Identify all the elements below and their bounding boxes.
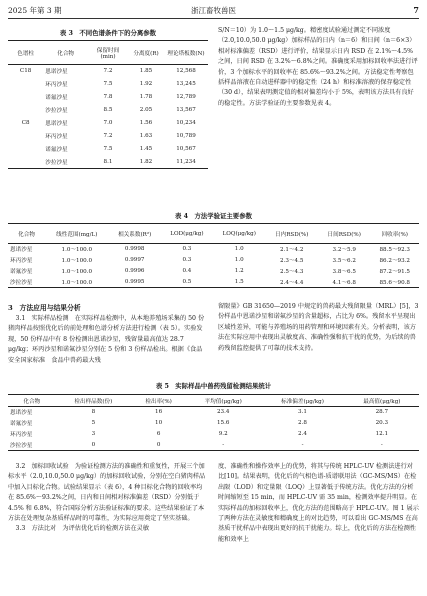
paragraph-method-validation: S/N＝10）为 1.0～1.5 μg/kg。精密度试验通过测定不同浓度（2.0,10.0,50.0 μg/kg）加标样品的日内（n＝6）和日间（n＝6×3）相对标准偏差（RSD）进行评价，结果显示日内 RSD 在 2.1%～4.5%之间，日间 RSD 在 3.2%～6.8%之间。准确度采用加标回收率法进行评价，3 个加标水平的回收率在 85.6%～93.2%之间。方法稳定性考察包括样品溶液在自动进样器中的稳定性（24 h）和标准溶液的保存稳定性（30 d），结果表明测定值的相对偏差均小于 5%，表明该方法具有良好的稳定性。方法学验证的主要参数见表 4。 <box>218 27 418 107</box>
table5-header: 标准偏差(μg/kg) <box>281 398 324 405</box>
table3-row-cell: 11,234 <box>176 158 196 165</box>
table4-row-cell: 诺氟沙星 <box>10 269 33 275</box>
journal-issue: 2025 年第 3 期 <box>8 6 62 15</box>
table3-header: 分离度(R) <box>133 50 159 57</box>
table3 <box>8 40 208 169</box>
table4-row-cell: 0.5 <box>182 278 192 285</box>
table4-row-cell: 1.0～100.0 <box>61 258 93 264</box>
table4-row-cell: 2.4～4.4 <box>280 279 304 286</box>
table4-row-cell: 1.0～100.0 <box>61 247 93 254</box>
table4-row-cell: 0.9997 <box>124 257 145 263</box>
table5-row-cell: 3 <box>91 431 96 437</box>
table5-header: 化合物 <box>23 398 41 405</box>
table3-row-cell: 1.82 <box>139 158 153 165</box>
table4-header: 日间RSD(%) <box>327 231 361 238</box>
table3-row-cell: 12,568 <box>176 68 196 75</box>
table3-row-cell: 1.78 <box>139 94 153 100</box>
table5-row-cell: 6 <box>156 431 161 437</box>
table4 <box>8 223 419 288</box>
table5-row-cell: 28.7 <box>375 409 389 416</box>
table3-caption: 表 3 不同色谱条件下的分离参数 <box>59 29 157 37</box>
table5-row-cell: - <box>380 441 383 448</box>
table3-row-cell: 1.85 <box>139 68 153 75</box>
table5-row-cell: 5 <box>91 420 96 426</box>
section3-title: 3 方法应用与结果分析 <box>8 304 81 312</box>
table4-caption: 表 4 方法学验证主要参数 <box>175 212 252 220</box>
table4-row-cell: 3.8～6.5 <box>332 269 356 275</box>
table3-row-cell: 1.56 <box>139 120 153 126</box>
table3-row-cell <box>8 78 43 91</box>
table5-header: 检出样品数(份) <box>74 398 113 405</box>
table3-row-cell: 1.63 <box>139 133 153 139</box>
table5-row-cell: 16 <box>155 409 163 416</box>
table3-row-cell: 沙拉沙星 <box>45 108 68 114</box>
table3-row-cell: 12,789 <box>176 94 196 100</box>
table5-caption: 表 5 实际样品中兽药残留检测结果统计 <box>155 382 272 390</box>
table3-row <box>8 104 208 117</box>
table3-row-cell: 1.45 <box>139 146 153 152</box>
table4-row-cell: 3.2～5.9 <box>332 247 356 254</box>
page-header <box>8 5 419 17</box>
paragraph-mrl: 留限量》GB 31650—2019 中规定的兽药最大残留限量（MRL）[5]，3 份样品中恩诺沙星和诺氟沙星的含量超标，占比为 6%。残留水平呈现出区域性差异，可能与养殖场的用药管理和环境因素有关。分析表明，该方法在实际应用中表现出灵敏度高、准确性强和抗干扰的优势，为后续的兽药残留监控提供了可靠的技术支持。 <box>218 303 419 352</box>
table3-row-cell <box>8 156 43 169</box>
table4-row-cell: 0.3 <box>182 246 192 253</box>
table4-row-cell: 1.2 <box>234 268 244 274</box>
table3-row-cell: 诺氟沙星 <box>45 95 68 101</box>
table5 <box>8 394 419 451</box>
table3-row <box>8 117 208 130</box>
table4-row-cell: 86.2～93.2 <box>379 258 410 264</box>
table3-row-cell: 沙拉沙星 <box>45 159 68 166</box>
table5-row-cell: 23.4 <box>216 409 230 416</box>
table5-row-cell: 9.2 <box>218 431 228 437</box>
table5-row-cell: 2.4 <box>298 431 307 437</box>
table5-header: 检出率(%) <box>145 398 172 405</box>
table4-header: 相关系数(R²) <box>118 231 152 238</box>
page-number: 7 <box>413 5 419 15</box>
paragraph-method-comparison: 3.3 方法比对 为评估优化后的检测方法在灵敏 <box>15 525 150 533</box>
table5-row-cell: 诺氟沙星 <box>10 421 33 427</box>
table3-row-cell: 诺氟沙星 <box>45 147 68 153</box>
table4-row-cell: 2.5～4.3 <box>280 269 304 275</box>
table4-header: 日内RSD(%) <box>275 231 309 238</box>
table5-row-cell: 12.1 <box>375 431 389 437</box>
right-column-top <box>218 26 419 109</box>
table5-row-cell: 8 <box>91 409 96 416</box>
table3-row-cell: 7.2 <box>103 133 113 139</box>
table4-header: 线性范围(mg/L) <box>56 231 98 238</box>
table3-row-cell: 7.8 <box>103 94 113 100</box>
table3-row-cell: 1.92 <box>139 81 153 87</box>
table3-row-cell: C8 <box>21 120 30 126</box>
table4-row-cell: 0.4 <box>182 268 192 274</box>
table3-row-cell: 8.5 <box>103 107 113 113</box>
table4-row-cell: 85.6～90.8 <box>379 279 410 286</box>
table4-row-cell: 2.1～4.2 <box>280 247 304 254</box>
table3-row-cell: 13,567 <box>176 107 196 113</box>
table3-row <box>8 143 208 156</box>
table3-row <box>8 78 208 91</box>
table3-row-cell: 7.5 <box>103 81 113 87</box>
table3-row-cell: 8.1 <box>103 158 113 165</box>
section31-left <box>8 314 208 366</box>
table4-row <box>8 266 419 277</box>
table4-row-cell: 0.9998 <box>124 246 145 253</box>
table5-row-cell: - <box>222 441 225 448</box>
table3-row-cell: 10,567 <box>176 146 196 152</box>
table3-header: 保留时间(min) <box>96 47 120 60</box>
table3-row <box>8 156 208 169</box>
table3-row-cell: 环丙沙星 <box>45 134 68 140</box>
table3-header: 理论塔板数(N) <box>167 50 205 57</box>
table3-row-cell: 2.05 <box>139 107 153 113</box>
table5-row-cell: 沙拉沙星 <box>10 442 33 449</box>
table4-row-cell: 恩诺沙星 <box>10 247 33 254</box>
table3-row-cell <box>8 130 43 143</box>
table3-row-cell: 10,789 <box>176 133 196 139</box>
table4-row-cell: 87.2～91.5 <box>379 269 410 275</box>
table4-row-cell: 1.0 <box>234 257 244 263</box>
table3-row-cell: 10,234 <box>176 120 196 126</box>
table5-row-cell: 0 <box>156 441 161 448</box>
table3-row <box>8 91 208 104</box>
table4-row-cell: 0.9995 <box>124 278 145 285</box>
table3-row <box>8 130 208 143</box>
table4-row-cell: 1.0 <box>234 246 244 253</box>
header-rule <box>8 18 419 19</box>
table3-row-cell: 7.0 <box>103 120 113 126</box>
table4-row-cell: 沙拉沙星 <box>10 279 33 286</box>
table4-row-cell: 2.3～4.5 <box>280 258 304 264</box>
table3-row-cell: 13,245 <box>176 81 196 87</box>
right-column-bottom <box>218 462 419 545</box>
table4-row <box>8 277 419 288</box>
table4-header: LOQ(μg/kg) <box>222 230 256 237</box>
table4-row-cell: 88.5～92.3 <box>379 247 410 254</box>
table5-header: 最高值(μg/kg) <box>363 398 401 405</box>
table5-row-cell: 20.3 <box>375 420 389 426</box>
table4-row-cell: 1.0～100.0 <box>61 279 93 286</box>
table3-row-cell: 环丙沙星 <box>45 82 68 88</box>
table4-row-cell: 环丙沙星 <box>10 258 33 264</box>
table5-row-cell: 15.6 <box>216 420 230 426</box>
table5-header: 平均值(μg/kg) <box>204 398 242 405</box>
table3-row-cell: 7.2 <box>103 68 113 75</box>
table5-row-cell: 0 <box>91 441 96 448</box>
table4-header: 回收率(%) <box>381 231 408 238</box>
table3-row-cell <box>8 104 43 117</box>
table5-row-cell: 环丙沙星 <box>10 432 33 438</box>
table4-row-cell: 0.9996 <box>124 268 145 274</box>
table5-row-cell: 10 <box>155 420 163 426</box>
journal-name: 浙江畜牧兽医 <box>191 6 236 15</box>
section31-right <box>218 302 419 354</box>
table5-row <box>8 418 419 429</box>
table4-row-cell: 4.1～6.8 <box>332 279 356 286</box>
paragraph-spike-recovery: 3.2 加标回收试验 为验证检测方法的准确性和重复性，开展三个加标水平（2.0,10.0,50.0 μg/kg）的加标回收试验，分别在空白猪肉样品中加入目标化合物。试验结果显示（表 6），4 种目标化合物的回收率均在 85.6%～93.2%之间，日内和日间相对标准偏差（RSD）分别低于 4.5% 和 6.8%，符合国际分析方法验证标准的要求。这些结果验证了本方法在处理复杂基质样品时的可靠性，为实际应用奠定了坚实基础。 <box>8 463 206 523</box>
table3-row <box>8 65 208 78</box>
table3-header: 化合物 <box>57 50 75 57</box>
table5-row-cell: 3.1 <box>298 409 307 416</box>
table5-row-cell: 2.8 <box>298 420 307 426</box>
table3-row-cell: 7.5 <box>103 146 113 152</box>
table4-row-cell: 0.3 <box>182 257 192 263</box>
table4-row-cell: 3.5～6.2 <box>332 258 356 264</box>
table4-row <box>8 255 419 266</box>
table3-header: 色谱柱 <box>17 50 35 57</box>
table3-row-cell <box>8 143 43 156</box>
table5-row <box>8 440 419 451</box>
table3-row-cell: 恩诺沙星 <box>45 69 68 76</box>
table3-row-cell: 恩诺沙星 <box>45 121 68 127</box>
paragraph-comparison-results: 度、准确性和操作效率上的优势，将其与传统 HPLC-UV 检测法进行对比[10]。结果表明，优化后的气相色谱-质谱联用法（GC-MS/MS）在检出限（LOD）和定量限（LOQ）上显著低于传统方法。优化方法的分析时间缩短至 15 min，而 HPLC-UV 需 35 min，检测效率提升明显。在实际样品的加标回收率上，优化方法的范围略高于 HPLC-UV。图 1 展示了两种方法在灵敏度和精确度上的对比趋势，可以看出 GC-MS/MS 在高基质干扰样品中表现出更好的抗干扰能力。综上，优化后的方法在检测性能和效率上 <box>218 463 419 543</box>
table5-row-cell: 恩诺沙星 <box>10 410 33 417</box>
table3-row-cell <box>8 91 43 104</box>
table4-row-cell: 1.0～100.0 <box>61 269 93 275</box>
table4-header: 化合物 <box>18 231 35 238</box>
table4-header: LOD(μg/kg) <box>170 230 204 237</box>
table5-row <box>8 429 419 440</box>
table3-row-cell: C18 <box>19 68 32 75</box>
table5-row <box>8 407 419 418</box>
table4-row-cell: 1.5 <box>234 278 244 285</box>
section32-33-left <box>8 462 208 535</box>
paragraph-sample-detection: 3.1 实际样品检测 在实际样品检测中，从本地养殖场采集的 50 份猪肉样品按照优化后的前处理和色谱分析方法进行检测（表 5）。实验发现，50 份样品中有 8 份检测出恩诺沙星，残留量最高值达 28.7 μg/kg；环丙沙星和诺氟沙星分别在 5 份和 3 份样品检出。根据《食品安全国家标准 食品中兽药最大残 <box>8 315 205 364</box>
table5-row-cell: - <box>301 441 304 448</box>
table4-row <box>8 244 419 255</box>
